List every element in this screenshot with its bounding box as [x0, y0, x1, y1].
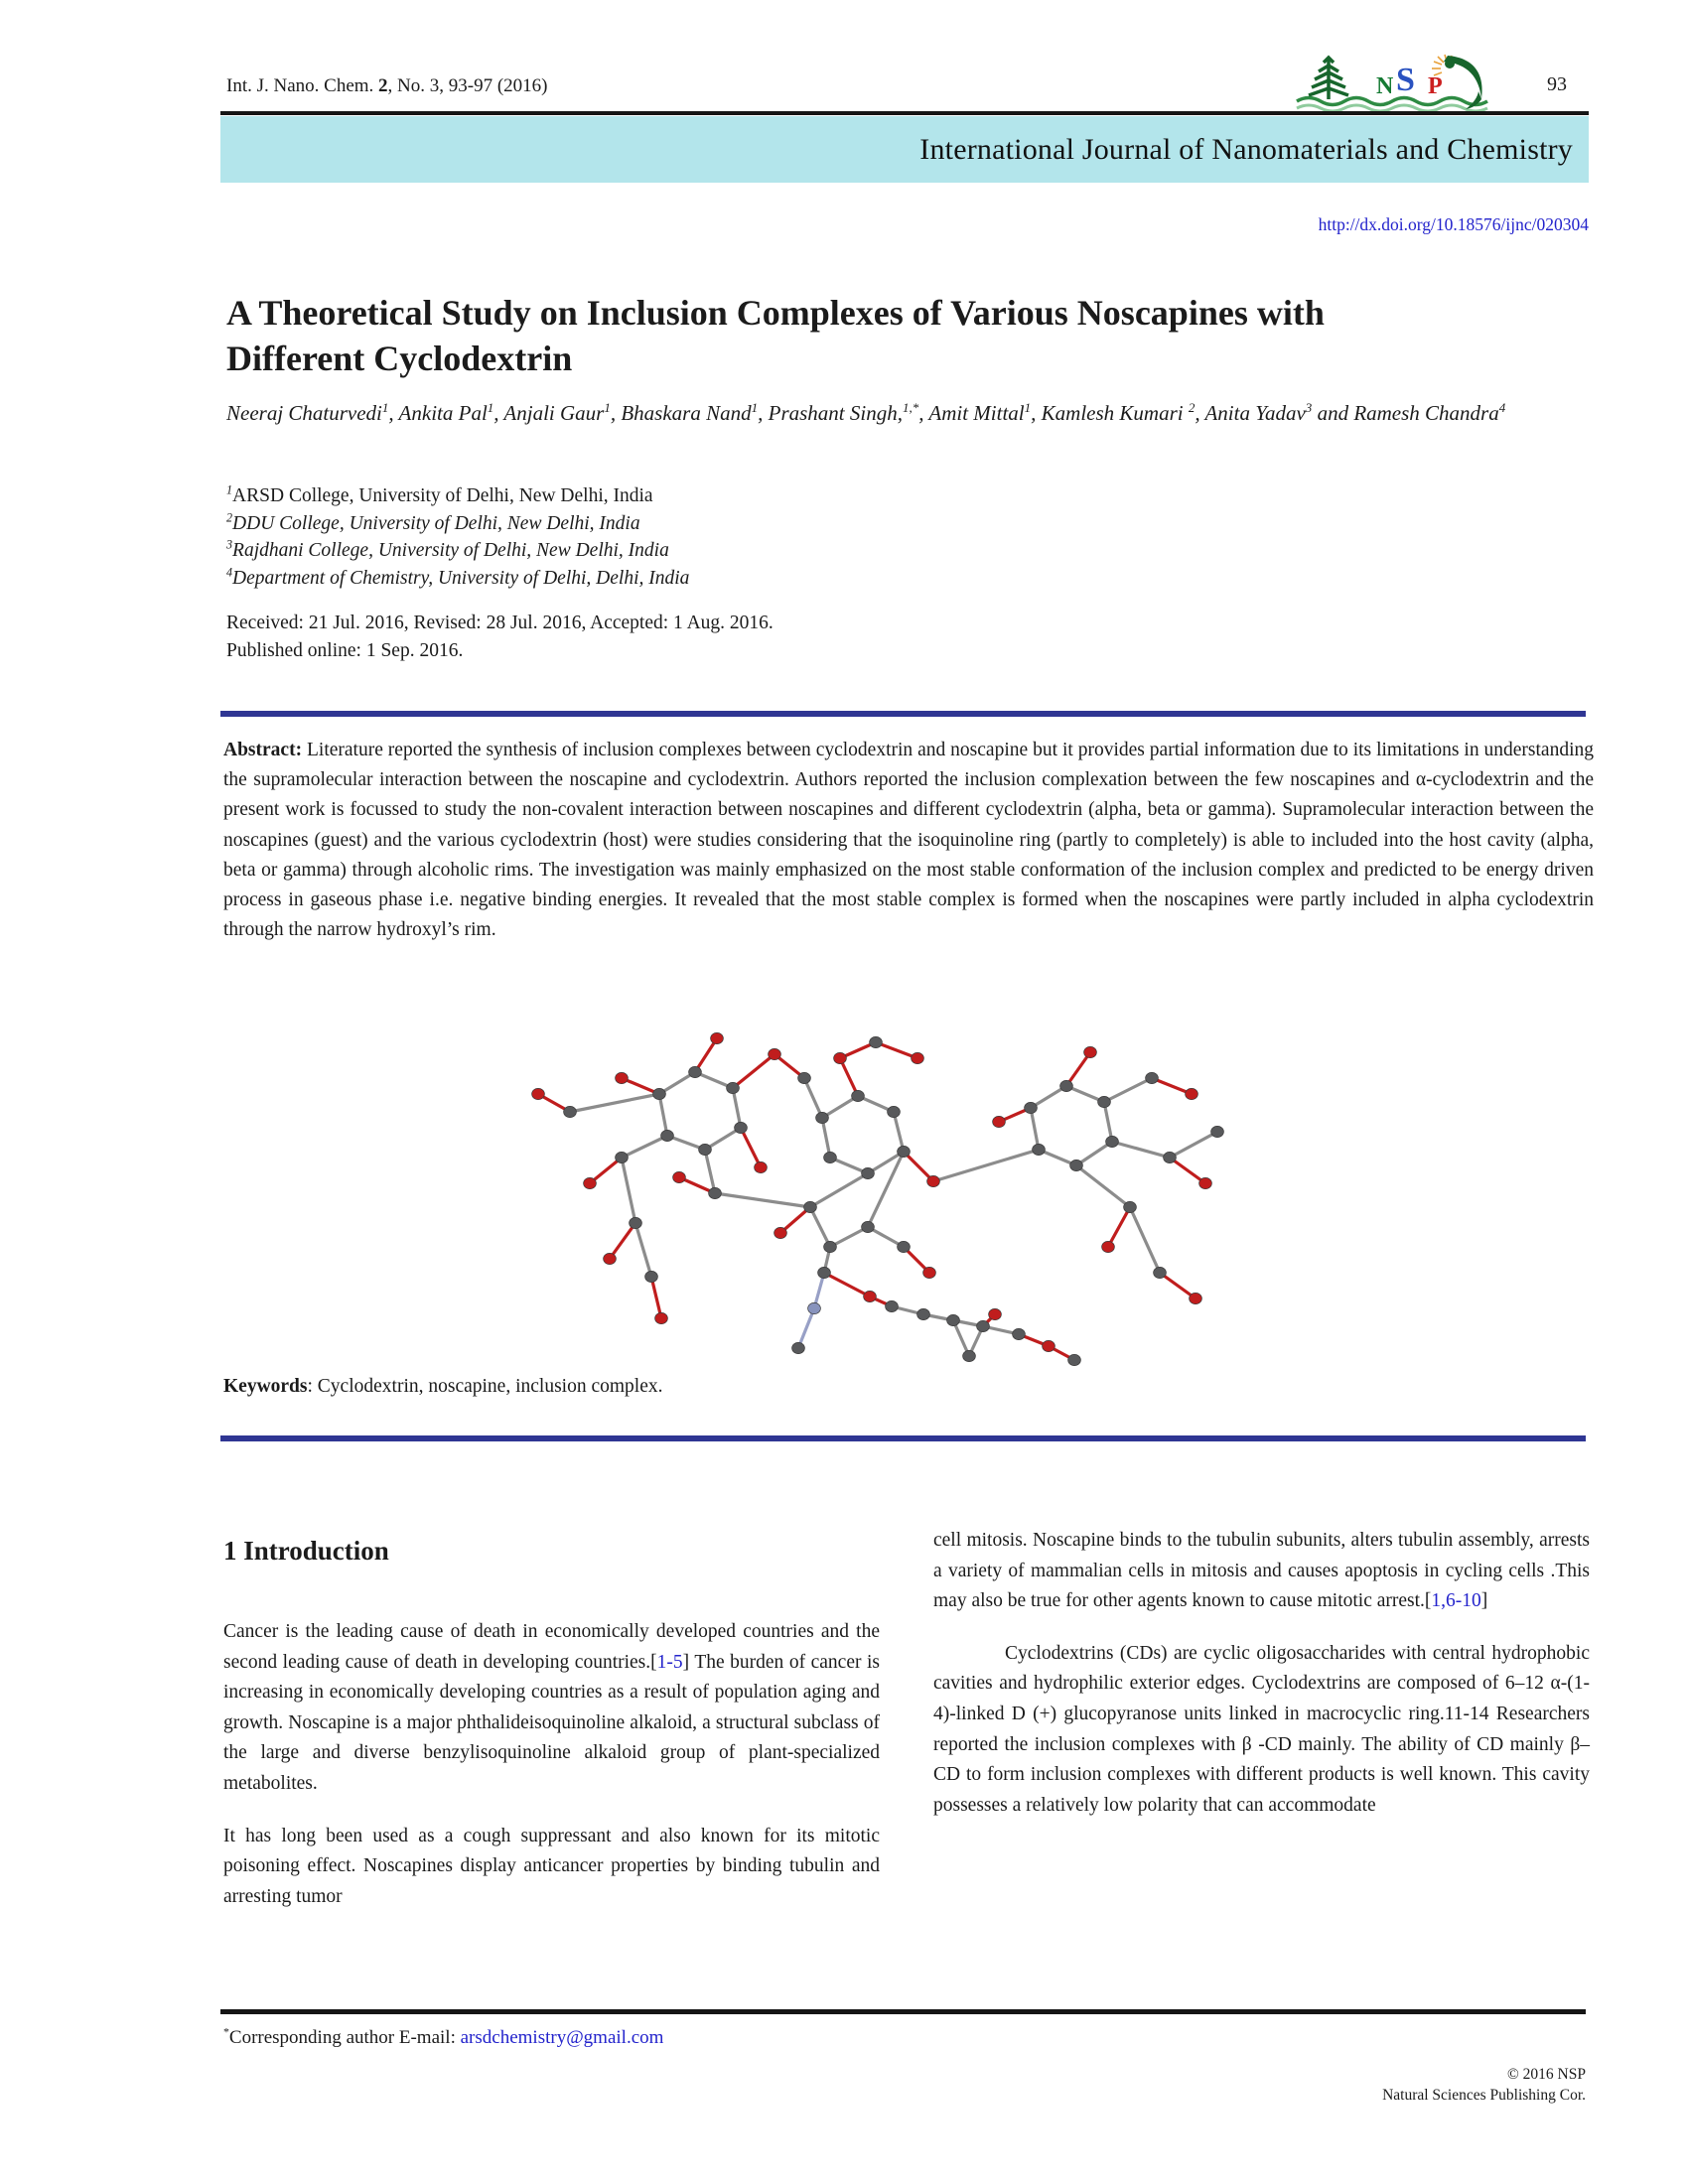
tree-icon — [1309, 58, 1348, 99]
intro-paragraph-3: cell mitosis. Noscapine binds to the tubulin subunits, alters tubulin assembly, arrests a variety of mammalian cells in mitosis and causes apoptosis in cycling cells .This may also be true for other agents known to cause mitotic arrest.[1,6-10] — [933, 1530, 1590, 1612]
keywords-line — [223, 1376, 662, 1398]
affiliation-line: $^3$Rajdhani College, University of Delhi, New Delhi, India — [226, 537, 669, 561]
received-line: Received: 21 Jul. 2016, Revised: 28 Jul. 2016, Accepted: 1 Aug. 2016. — [226, 613, 774, 633]
affiliations — [226, 482, 689, 592]
abstract-top-rule — [220, 711, 1586, 717]
dates-block — [226, 610, 774, 665]
citation-suffix: , No. 3, 93-97 (2016) — [387, 75, 548, 96]
doi-line — [223, 214, 1589, 235]
keywords-text: : Cyclodextrin, noscapine, inclusion complex. — [307, 1376, 663, 1397]
authors-line: Neeraj Chaturvedi$^1$, Ankita Pal$^1$, Anjali Gaur$^1$, Bhaskara Nand$^1$, Prashant Singh,$^{1,*}$, Amit Mittal$^1$, Kamlesh Kumari $^2$, Anita Yadav$^3$ and Ramesh Chandra$^4$ — [226, 400, 1506, 425]
copyright-block — [1092, 2064, 1586, 2106]
published-line: Published online: 1 Sep. 2016. — [226, 640, 464, 661]
intro-paragraph-2: It has long been used as a cough suppressant and also known for its mitotic poisoning effect. Noscapines display anticancer properties by binding tubulin and arresting tumor — [223, 1825, 880, 1907]
abstract-label: Abstract: — [223, 740, 303, 760]
title-line-2: Different Cyclodextrin — [226, 339, 573, 378]
doi-link[interactable]: http://dx.doi.org/10.18576/ijnc/020304 — [1318, 214, 1589, 234]
affiliation-line: $^4$Department of Chemistry, University of Delhi, Delhi, India — [226, 565, 690, 589]
left-column — [223, 1526, 880, 1912]
journal-citation — [226, 75, 548, 97]
right-column — [933, 1526, 1590, 1912]
header-rule — [220, 111, 1589, 115]
copyright-line-1: © 2016 NSP — [1507, 2066, 1586, 2083]
abstract-paragraph — [223, 736, 1594, 945]
molecule-graphic — [475, 1017, 1233, 1366]
corresponding-author-footnote — [223, 2027, 663, 2049]
keywords-label: Keywords — [223, 1376, 308, 1397]
molecule-figure — [475, 1017, 1233, 1366]
footnote-star: * — [223, 2025, 229, 2039]
citation-prefix: Int. J. Nano. Chem. — [226, 75, 379, 96]
logo-letter-p: P — [1428, 73, 1443, 99]
affiliation-line: $^2$DDU College, University of Delhi, New Delhi, India — [226, 510, 640, 534]
copyright-line-2: Natural Sciences Publishing Cor. — [1382, 2087, 1586, 2104]
logo-letter-n: N — [1376, 73, 1394, 99]
page-number: 93 — [1547, 73, 1567, 95]
footnote-text: Corresponding author E-mail: — [228, 2027, 461, 2048]
abstract-text: Literature reported the synthesis of inclusion complexes between cyclodextrin and noscapine but it provides partial information due to its limitations in understanding the supramolecular interaction between the noscapine and cyclodextrin. Authors reported the inclusion complexation between the few noscapines and α-cyclodextrin and the present work is focussed to study the non-covalent interaction between noscapines and different cyclodextrin (alpha, beta or gamma). Supramolecular interaction between the noscapines (guest) and the various cyclodextrin (host) were studies considering that the isoquinoline ring (partly to completely) is able to included into the host cavity (alpha, beta or gamma) through alcoholic rims. The investigation was mainly emphasized on the most stable conformation of the inclusion complex and predicted to be energy driven process in gaseous phase i.e. negative binding energies. It revealed that the most stable complex is formed when the noscapines were partly included in alpha cyclodextrin through the narrow hydroxyl’s rim. — [223, 740, 1594, 941]
citation-volume: 2 — [378, 75, 388, 96]
intro-paragraph-4: Cyclodextrins (CDs) are cyclic oligosaccharides with central hydrophobic cavities and hydrophilic exterior edges. Cyclodextrins are composed of 6–12 α-(1-4)-linked D (+) glucopyranose units linked in macrocyclic ring.11-14 Researchers reported the inclusion complexes with β -CD mainly. The ability of CD mainly β–CD to form inclusion complexes with different products is well known. This cavity possesses a relatively low polarity that can accommodate — [933, 1642, 1590, 1816]
nsp-logo — [1293, 52, 1489, 115]
title-line-1: A Theoretical Study on Inclusion Complexes of Various Noscapines with — [226, 293, 1325, 333]
journal-banner — [220, 116, 1589, 183]
intro-paragraph-1: Cancer is the leading cause of death in economically developed countries and the second leading cause of death in developing countries.[1-5] The burden of cancer is increasing in economically developing countries as a result of population aging and growth. Noscapine is a major phthalideisoquinoline alkaloid, a structural subclass of the large and diverse benzylisoquinoline alkaloid group of plant-specialized metabolites. — [223, 1621, 880, 1794]
keywords-bottom-rule — [220, 1435, 1586, 1441]
corresponding-email-link[interactable]: arsdchemistry@gmail.com — [460, 2027, 664, 2048]
affiliation-line: $^1$ARSD College, University of Delhi, New Delhi, India — [226, 482, 653, 506]
footnote-rule — [220, 2009, 1586, 2014]
section-heading-introduction: 1 Introduction — [223, 1536, 389, 1566]
journal-title: International Journal of Nanomaterials and Chemistry — [919, 132, 1573, 166]
body-columns — [223, 1526, 1591, 1912]
logo-letter-s: S — [1396, 62, 1415, 98]
article-title — [226, 290, 1597, 381]
